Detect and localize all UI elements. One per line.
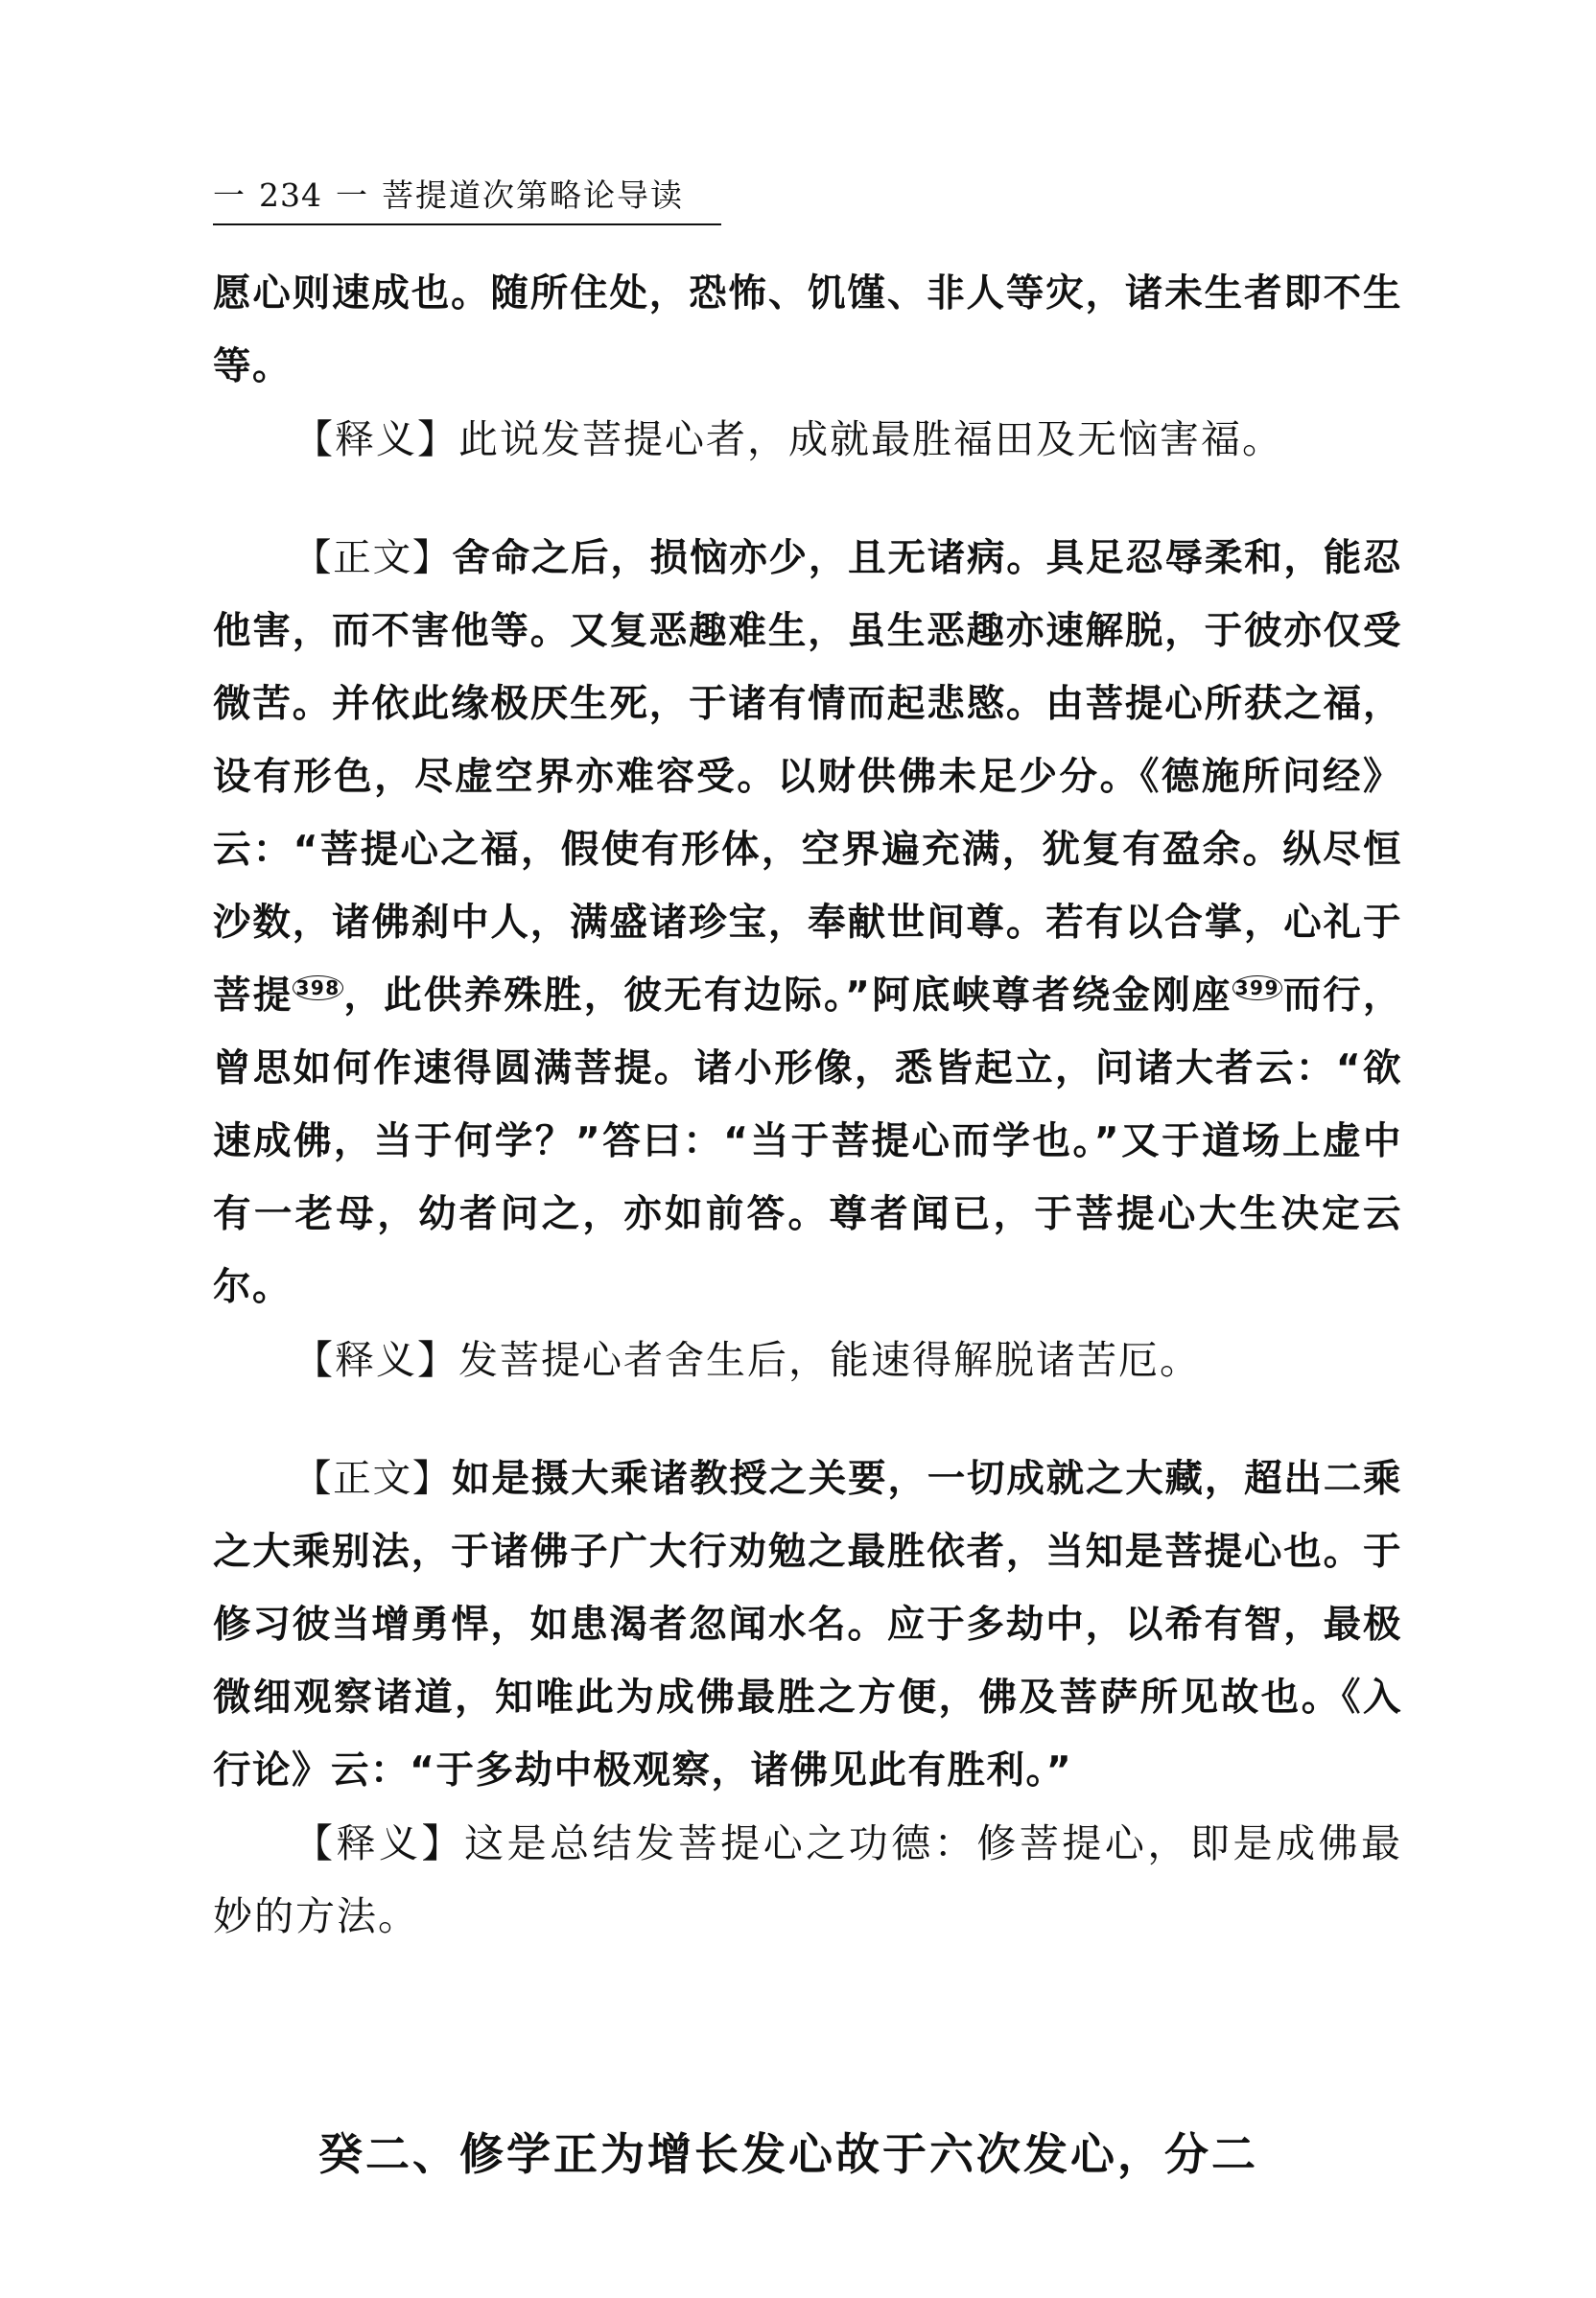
main-text-part-c: 而行，曾思如何作速得圆满菩提。诸小形像，悉皆起立，问诸大者云：“欲速成佛，当于何学？”答曰：“当于菩提心而学也。”又于道场上虚中有一老母，幼者问之，亦如前答。尊者闻已，于菩提心大生决定云尔。 <box>213 973 1403 1309</box>
main-text: 如是摄大乘诸教授之关要，一切成就之大藏，超出二乘之大乘别法，于诸佛子广大行劝勉之最胜依者，当知是菩提心也。于修习彼当增勇悍，如患渴者忽闻水名。应于多劫中，以希有智，最极微细观察诸道，知唯此为成佛最胜之方便，佛及菩萨所见故也。《入行论》云：“于多劫中极观察，诸佛见此有胜利。” <box>213 1457 1403 1793</box>
commentary-text: 发菩提心者舍生后，能速得解脱诸苦厄。 <box>458 1337 1201 1383</box>
paragraph-commentary-1 <box>213 403 1402 476</box>
paragraph-continuation: 愿心则速成也。随所住处，恐怖、饥馑、非人等灾，诸未生者即不生等。 <box>213 271 1402 388</box>
page-number: 234 <box>259 176 322 214</box>
commentary-label: 【释义】 <box>293 1337 458 1383</box>
paragraph-commentary-3 <box>213 1807 1402 1953</box>
paragraph-commentary-2 <box>213 1324 1402 1396</box>
running-header <box>213 171 721 225</box>
header-dash-left: 一 <box>213 176 246 214</box>
section-heading: 癸二、修学正为增长发心故于六次发心，分二 <box>318 2128 1258 2180</box>
main-text-part-b: ，此供养殊胜，彼无有边际。”阿底峡尊者绕金刚座 <box>342 973 1232 1018</box>
commentary-label: 【释义】 <box>293 1820 465 1866</box>
page-body <box>213 257 1402 1953</box>
book-title: 菩提道次第略论导读 <box>382 176 684 214</box>
main-text-label: 【正文】 <box>293 536 453 580</box>
header-dash-right: 一 <box>336 176 368 214</box>
main-text-part-a: 舍命之后，损恼亦少，且无诸病。具足忍辱柔和，能忍他害，而不害他等。又复恶趣难生，虽生恶趣亦速解脱，于彼亦仅受微苦。并依此缘极厌生死，于诸有情而起悲愍。由菩提心所获之福，设有形色，尽虚空界亦难容受。以财供佛未足少分。《德施所问经》云：“菩提心之福，假使有形体，空界遍充满，犹复有盈余。纵尽恒沙数，诸佛刹中人，满盛诸珍宝，奉献世间尊。若有以合掌，心礼于菩提 <box>213 536 1403 1018</box>
footnote-marker-399[interactable]: 399 <box>1232 975 1282 1000</box>
commentary-label: 【释义】 <box>293 416 458 462</box>
footnote-marker-398[interactable]: 398 <box>293 975 342 1000</box>
commentary-text: 此说发菩提心者，成就最胜福田及无恼害福。 <box>458 416 1283 462</box>
paragraph-main-text-1 <box>213 522 1402 1324</box>
main-text-label: 【正文】 <box>293 1457 453 1501</box>
paragraph-main-text-2 <box>213 1442 1402 1807</box>
commentary-text: 这是总结发菩提心之功德：修菩提心，即是成佛最妙的方法。 <box>213 1820 1403 1939</box>
